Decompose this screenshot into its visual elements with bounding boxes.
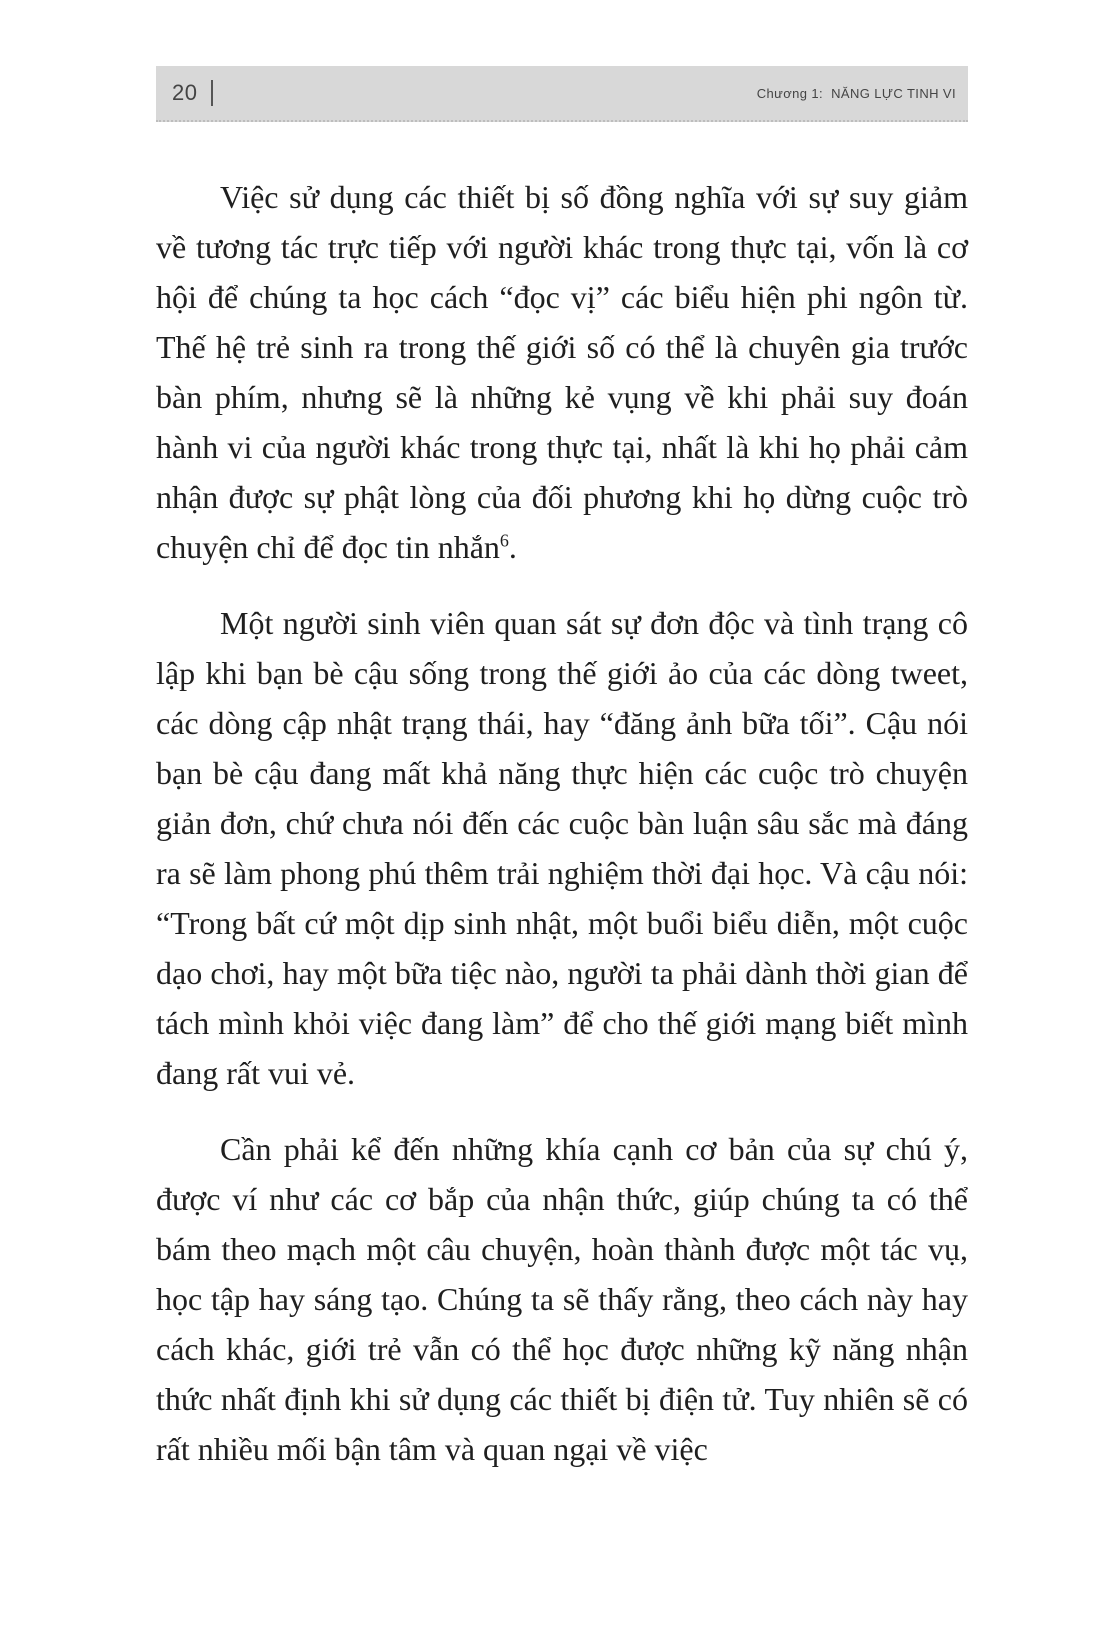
body-text (156, 172, 968, 1500)
chapter-heading (757, 86, 956, 101)
page-number: 20 (172, 80, 198, 105)
paragraph-2: Một người sinh viên quan sát sự đơn độc và tình trạng cô lập khi bạn bè cậu sống trong thế giới ảo của các dòng tweet, các dòng cập nhật trạng thái, hay “đăng ảnh bữa tối”. Cậu nói bạn bè cậu đang mất khả năng thực hiện các cuộc trò chuyện giản đơn, chứ chưa nói đến các cuộc bàn luận sâu sắc mà đáng ra sẽ làm phong phú thêm trải nghiệm thời đại học. Và cậu nói: “Trong bất cứ một dịp sinh nhật, một buổi biểu diễn, một cuộc dạo chơi, hay một bữa tiệc nào, người ta phải dành thời gian để tách mình khỏi việc đang làm” để cho thế giới mạng biết mình đang rất vui vẻ. (156, 605, 968, 1091)
paragraph-3: Cần phải kể đến những khía cạnh cơ bản của sự chú ý, được ví như các cơ bắp của nhận thức, giúp chúng ta có thể bám theo mạch một câu chuyện, hoàn thành được một tác vụ, học tập hay sáng tạo. Chúng ta sẽ thấy rằng, theo cách này hay cách khác, giới trẻ vẫn có thể học được những kỹ năng nhận thức nhất định khi sử dụng các thiết bị điện tử. Tuy nhiên sẽ có rất nhiều mối bận tâm và quan ngại về việc (156, 1131, 968, 1467)
chapter-label: Chương 1: (756, 86, 824, 101)
paragraph-1 (156, 172, 968, 572)
paragraph-1-text: Việc sử dụng các thiết bị số đồng nghĩa với sự suy giảm về tương tác trực tiếp với người khác trong thực tại, vốn là cơ hội để chúng ta học cách “đọc vị” các biểu hiện phi ngôn từ. Thế hệ trẻ sinh ra trong thế giới số có thể là chuyên gia trước bàn phím, nhưng sẽ là những kẻ vụng về khi phải suy đoán hành vi của người khác trong thực tại, nhất là khi họ phải cảm nhận được sự phật lòng của đối phương khi họ dừng cuộc trò chuyện chỉ để đọc tin nhắn (156, 179, 968, 565)
footnote-marker: 6 (499, 530, 509, 551)
paragraph-1-tail: . (508, 529, 517, 565)
header-divider (211, 80, 213, 106)
running-header (156, 66, 968, 122)
chapter-title: NĂNG LỰC TINH VI (831, 86, 956, 101)
